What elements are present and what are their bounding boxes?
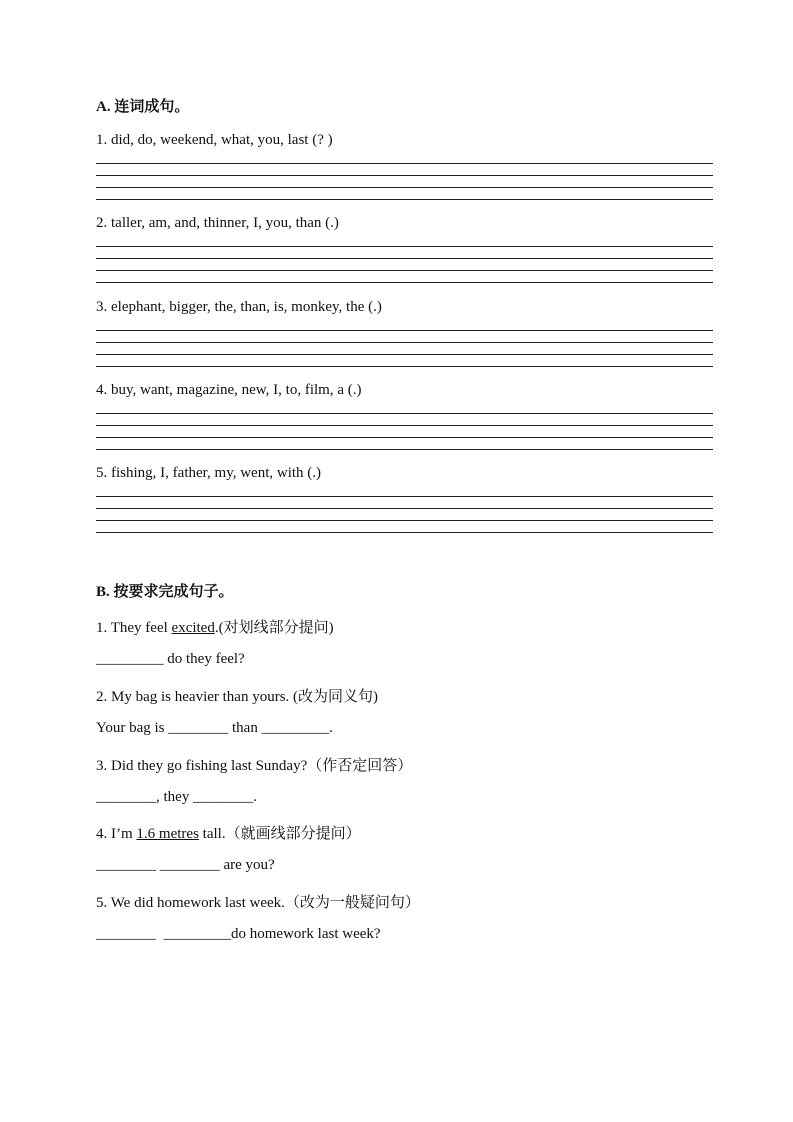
answer-lines-4[interactable] xyxy=(96,402,713,450)
section-b-answer-2[interactable]: Your bag is ________ than _________. xyxy=(96,720,333,736)
answer-lines-3[interactable] xyxy=(96,319,713,367)
section-b-answer-3[interactable]: ________, they ________. xyxy=(96,789,257,805)
section-a-question-3: 3. elephant, bigger, the, than, is, monkey, the (.) xyxy=(96,299,382,315)
answer-lines-5[interactable] xyxy=(96,485,713,533)
section-b-question-5: 5. We did homework last week.（改为一般疑问句） xyxy=(96,895,420,911)
section-b-answer-4[interactable]: ________ ________ are you? xyxy=(96,857,275,873)
section-b-question-1: 1. They feel excited.(对划线部分提问) xyxy=(96,620,334,636)
section-a-question-1: 1. did, do, weekend, what, you, last (? ) xyxy=(96,132,333,148)
section-a-question-4: 4. buy, want, magazine, new, I, to, film, a (.) xyxy=(96,382,362,398)
section-a-heading: A. 连词成句。 xyxy=(96,99,190,115)
section-a-question-2: 2. taller, am, and, thinner, I, you, than (.) xyxy=(96,215,339,231)
section-b-question-3: 3. Did they go fishing last Sunday?（作否定回答） xyxy=(96,758,413,774)
section-a-question-5: 5. fishing, I, father, my, went, with (.) xyxy=(96,465,322,481)
answer-lines-1[interactable] xyxy=(96,152,713,200)
answer-lines-2[interactable] xyxy=(96,235,713,283)
section-b-question-4: 4. I’m 1.6 metres tall.（就画线部分提问） xyxy=(96,826,361,842)
section-b-question-2: 2. My bag is heavier than yours. (改为同义句) xyxy=(96,689,379,705)
underlined-phrase: 1.6 metres xyxy=(136,826,199,842)
underlined-word: excited xyxy=(171,620,215,636)
section-b-heading: B. 按要求完成句子。 xyxy=(96,584,234,600)
section-b-answer-1[interactable]: _________ do they feel? xyxy=(96,651,245,667)
section-b-answer-5[interactable]: ________ _________do homework last week? xyxy=(96,926,381,942)
